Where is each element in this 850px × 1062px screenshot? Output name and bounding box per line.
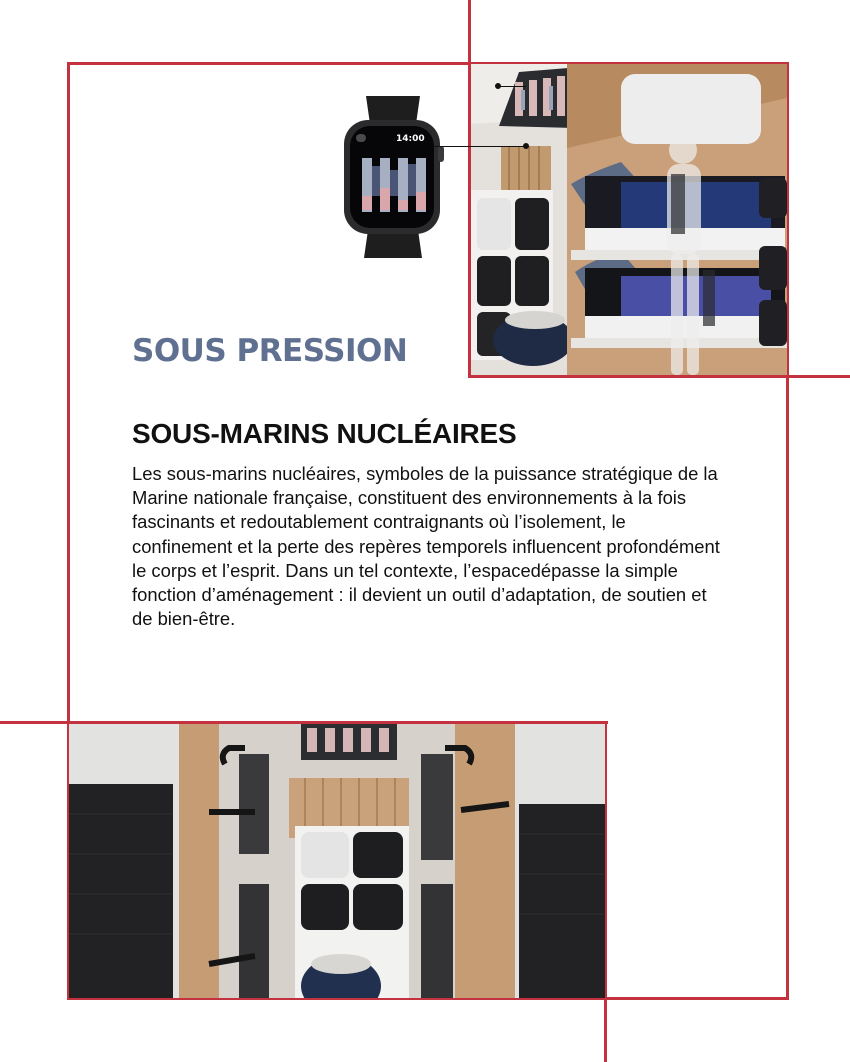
top-image-bottom-line: [468, 375, 850, 378]
article-title: SOUS-MARINS NUCLÉAIRES: [132, 418, 517, 449]
bunk-cabin-render-image: [471, 64, 787, 375]
article-body: Les sous-marins nucléaires, symboles de la puissance stratégique de la Marine nationale française, constituent des environnements à la fois fascinants et redoutablement contraignants où l’isolement, le confinement et la perte des repères temporels influencent profondément le corps et l’esprit. Dans un tel contexte, l’espacedépasse la simple fonction d’aménagement : il devient un outil d’adaptation, de soutien et de bien-être.: [132, 463, 720, 630]
section-label: SOUS PRESSION: [132, 333, 408, 369]
callout-line-ceiling: [500, 86, 526, 87]
smartwatch-image: [340, 96, 448, 258]
corridor-render-image: [69, 724, 605, 998]
watch-time: 14:00: [396, 134, 425, 144]
callout-line-watch: [434, 146, 526, 147]
callout-dot-watch: [523, 143, 529, 149]
